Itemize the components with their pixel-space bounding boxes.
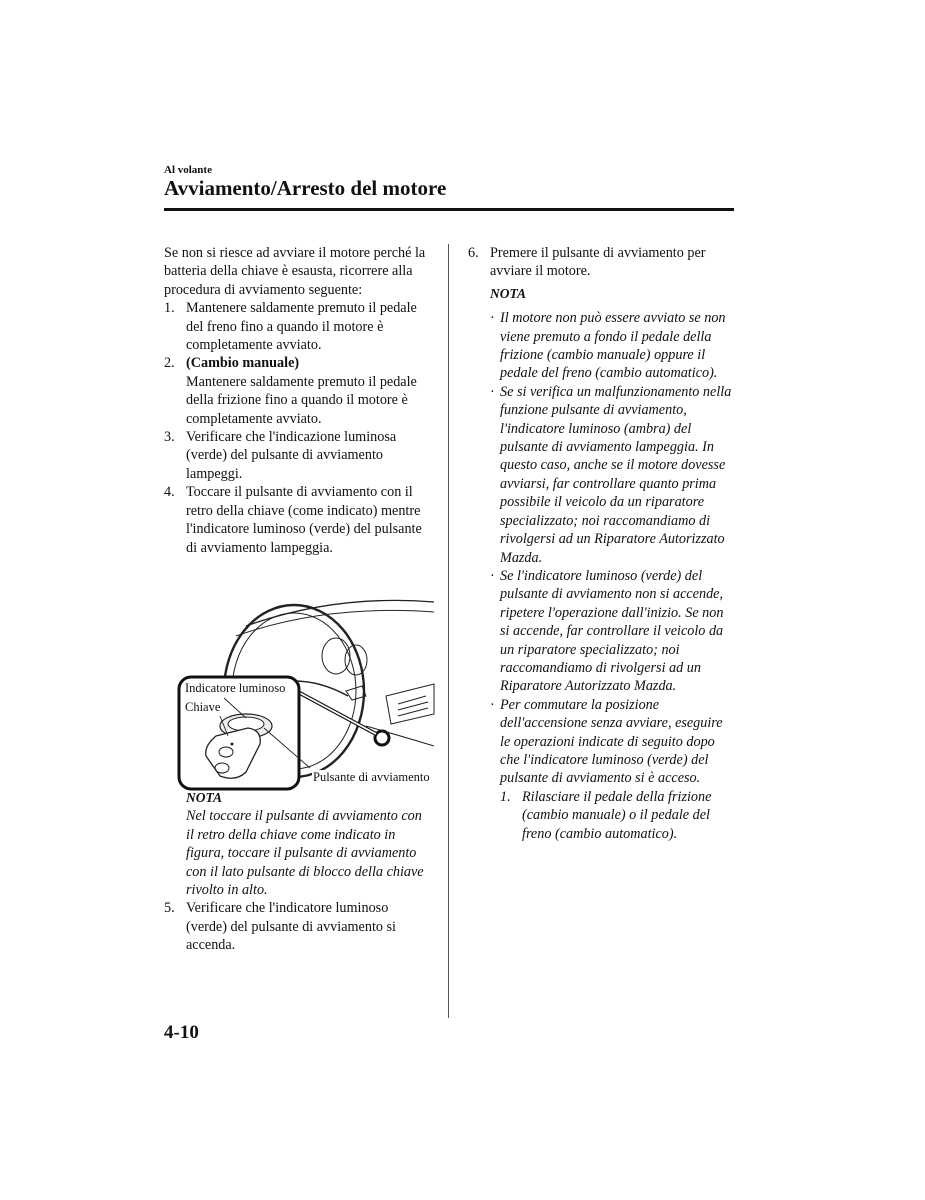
bullet-text: Il motore non può essere avviato se non viene premuto a fondo il pedale della frizione (cambio manuale) oppure il pedale del freno (cambio automatico). xyxy=(500,310,726,382)
right-note xyxy=(468,285,736,843)
right-column xyxy=(468,244,736,843)
step-text: Toccare il pulsante di avviamento con il retro della chiave (come indicato) mentre l'indicatore luminoso (verde) del pulsante di avviamento lampeggia. xyxy=(186,484,422,556)
step-text: Mantenere saldamente premuto il pedale della frizione fino a quando il motore è completamente avviato. xyxy=(186,373,417,427)
step-text: Verificare che l'indicazione luminosa (verde) del pulsante di avviamento lampeggi. xyxy=(186,429,397,482)
step-heading-manual: (Cambio manuale) xyxy=(186,355,300,372)
substep-number: 1. xyxy=(500,788,511,805)
note-text: Nel toccare il pulsante di avviamento con il retro della chiave come indicato in figura, toccare il pulsante di avviamento con il lato pulsante di blocco della chiave rivolto in alto. xyxy=(186,808,424,898)
bullet-dot: · xyxy=(490,696,495,713)
bullet-text: Se si verifica un malfunzionamento nella funzione pulsante di avviamento, l'indicatore luminoso (ambra) del pulsante di avviamento lampeggia. In questo caso, anche se il motore dovesse avviarsi, far controllare quanto prima possibile il veicolo da un riparatore specializzato; noi raccomandiamo di rivolgersi ad un Riparatore Autorizzato Mazda. xyxy=(500,383,732,566)
step-number: 2. xyxy=(164,355,175,372)
section-label: Al volante xyxy=(164,164,212,176)
note-bullet xyxy=(490,383,736,567)
left-note xyxy=(164,789,426,899)
page-number: 4-10 xyxy=(164,1022,199,1043)
bullet-dot: · xyxy=(490,567,495,584)
step-number: 5. xyxy=(164,900,175,917)
title-rule xyxy=(164,208,734,211)
note-heading: NOTA xyxy=(186,789,223,805)
substep-text: Rilasciare il pedale della frizione (cambio manuale) o il pedale del freno (cambio automatico). xyxy=(522,788,712,842)
step-text: Verificare che l'indicatore luminoso (verde) del pulsante di avviamento si accenda. xyxy=(186,900,396,954)
step-3 xyxy=(164,428,426,483)
note-heading: NOTA xyxy=(490,285,527,301)
step-6 xyxy=(468,244,736,281)
intro-paragraph: Se non si riesce ad avviare il motore perché la batteria della chiave è esausta, ricorrere alla procedura di avviamento seguente: xyxy=(164,245,426,298)
step-text: Premere il pulsante di avviamento per avviare il motore. xyxy=(490,245,706,280)
step-text: Mantenere saldamente premuto il pedale del freno fino a quando il motore è completamente avviato. xyxy=(186,300,417,354)
step-5 xyxy=(164,899,426,954)
bullet-text: Per commutare la posizione dell'accensione senza avviare, eseguire le operazioni indicate di seguito dopo che l'indicatore luminoso (verde) del pulsante di avviamento si è acceso. xyxy=(500,696,723,787)
step-number: 3. xyxy=(164,429,175,446)
note-bullet xyxy=(490,696,736,788)
label-key: Chiave xyxy=(185,700,221,714)
step-2 xyxy=(164,354,426,428)
step-number: 4. xyxy=(164,484,175,501)
label-indicator: Indicatore luminoso xyxy=(185,681,286,695)
bullet-dot: · xyxy=(490,383,495,400)
note-bullet xyxy=(490,567,736,696)
column-divider xyxy=(448,244,449,1018)
bullet-dot: · xyxy=(490,310,495,327)
bullet-text: Se l'indicatore luminoso (verde) del pulsante di avviamento non si accende, ripetere l'operazione dall'inizio. Se non si accende, far controllare il veicolo da un riparatore specializzato; noi raccomandiamo di rivolgersi ad un Riparatore Autorizzato Mazda. xyxy=(500,567,724,695)
note-bullet xyxy=(490,309,736,383)
start-button-illustration xyxy=(176,596,438,792)
step-4 xyxy=(164,483,426,557)
note-substep-1 xyxy=(500,788,736,843)
label-start-button: Pulsante di avviamento xyxy=(313,770,430,784)
page-title: Avviamento/Arresto del motore xyxy=(164,176,447,200)
step-number: 1. xyxy=(164,300,175,317)
step-1 xyxy=(164,299,426,354)
step-number: 6. xyxy=(468,245,479,261)
